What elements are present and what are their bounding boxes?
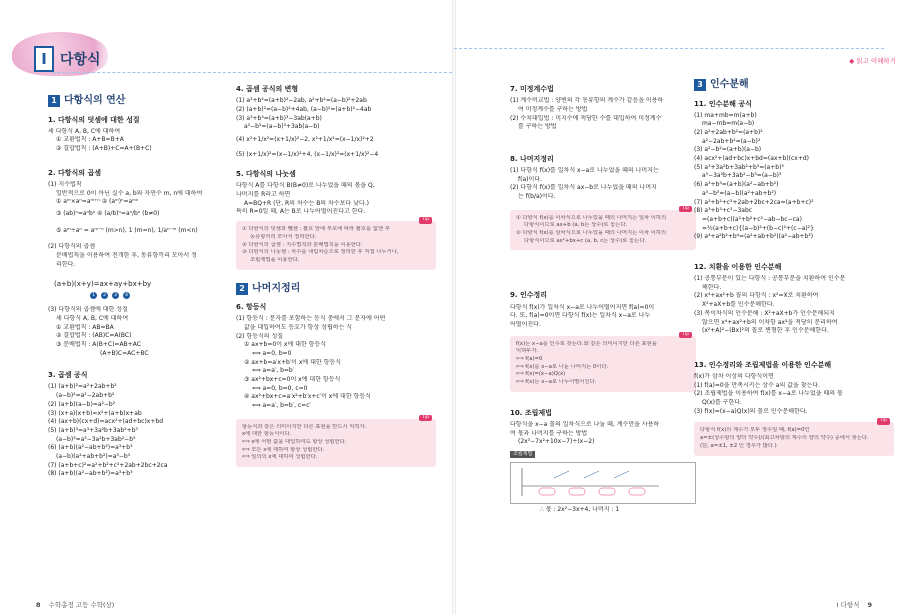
tip-line: ⟺ f(x)를 x−a로 나눈 나머지는 0이다. [516, 363, 609, 370]
text-line: 해한다. [702, 283, 722, 291]
text-line: ⟺ a=a′, b=b′ [252, 367, 295, 375]
subsection-title: 11. 인수분해 공식 [694, 99, 752, 108]
section-heading [694, 78, 894, 93]
text-line: ⑤ aᵐ÷aⁿ = aᵐ⁻ⁿ (m>n), 1 (m=n), 1/aⁿ⁻ᵐ (m<n) [56, 226, 198, 234]
text-line: ② ax+b=a′x+b′이 x에 대한 항등식 [244, 358, 342, 366]
column-2 [236, 78, 436, 471]
reading-tag: ◆ 읽고 이해하기 [849, 57, 896, 65]
tip-line: a=±(상수항의 양의 약수)/(최고차항의 계수의 양의 약수) 중에서 찾는다. [700, 435, 869, 442]
synthetic-division-graphic [514, 466, 664, 500]
page-number: 9 [867, 600, 872, 609]
column-1 [48, 94, 226, 479]
section-number: 2 [236, 283, 248, 295]
text-line: ② 결합법칙 : (A+B)+C=A+(B+C) [56, 145, 152, 153]
text-line: 세 다항식 A, B, C에 대하여 [48, 127, 121, 135]
text-line: a³−b³=(a−b)³+3ab(a−b) [244, 123, 320, 131]
subsection-title: 12. 치환을 이용한 인수분해 [694, 262, 782, 271]
text-line: (1) 항등식 : 문자를 포함하는 등식 중에서 그 문자에 어떤 [236, 315, 386, 323]
tip-line: 익혀두자. [516, 348, 539, 355]
marker-1: 1 [90, 292, 97, 299]
text-line: f(a)이다. [518, 175, 542, 183]
text-line: X²+aX+b를 인수분해한다. [702, 301, 775, 309]
text-line: Q(x)를 구한다. [702, 399, 742, 407]
text-line: (1) 지수법칙 [48, 180, 82, 188]
subsection-title: 5. 다항식의 나눗셈 [236, 170, 296, 179]
column-3 [510, 78, 696, 514]
text-line: (2) 다항식 f(x)를 일차식 ax−b로 나누었을 때의 나머지 [510, 184, 657, 192]
text-line: (a−b)(a²+ab+b²)=a³−b³ [56, 452, 131, 460]
tip-line: 항등식과 같은 의미이지만 다른 표현을 반드시 익히자. [242, 423, 367, 430]
text-line: (3) 다항식의 곱셈에 대한 성질 [48, 306, 128, 314]
subsection-title: 8. 나머지정리 [510, 154, 554, 163]
marker-4: 4 [123, 292, 130, 299]
text-line: ③ (ab)ⁿ=aⁿbⁿ ④ (a/b)ⁿ=aⁿ/bⁿ (b≠0) [56, 209, 160, 217]
text-line: 일반적으로 0이 아닌 실수 a, b와 자연수 m, n에 대하여 [56, 189, 203, 197]
text-line: ① 교환법칙 : AB=BA [56, 323, 114, 331]
text-line: =(a+b+c)(a²+b²+c²−ab−bc−ca) [702, 215, 802, 223]
tip-line: ① 다항식 f(x)를 이차식으로 나누었을 때의 나머지는 일차 이하의 [516, 214, 667, 221]
text-line: (5) (x+1/x)²=(x−1/x)²+4, (x−1/x)²=(x+1/x)²−4 [236, 150, 379, 158]
text-line: (A+B)C=AC+BC [100, 349, 149, 357]
text-line: 리한다. [56, 260, 76, 268]
header-rule [52, 72, 452, 73]
text-line: (3) 복이차식의 인수분해 : X²+aX+b가 인수분해되지 [694, 309, 835, 317]
text-line: (a−b)²=a²−2ab+b² [56, 392, 115, 400]
tip-box [510, 205, 696, 251]
text-line: 않으면 x⁴+ax²+b의 이차항 ax²을 적당히 분리하여 [702, 318, 838, 326]
text-line: a³−b³=(a−b)(a²+ab+b²) [702, 189, 777, 197]
term-markers [48, 291, 226, 300]
text-line: (3) (x+a)(x+b)=x²+(a+b)x+ab [48, 409, 142, 417]
marker-3: 3 [112, 292, 119, 299]
tip-line: ② 다항식 f(x)를 삼차식으로 나누었을 때의 나머지는 이차 이하의 [516, 230, 667, 237]
section-title: 나머지정리 [252, 282, 301, 294]
text-line: 다항식을 x−a 꼴의 일차식으로 나눌 때, 계수만을 사용하 [510, 420, 660, 428]
text-line: ③ 분배법칙 : A(B+C)=AB+AC [56, 340, 141, 348]
text-line: (2) (a+b)²=(a−b)²+4ab, (a−b)²=(a+b)²−4ab [236, 105, 372, 113]
text-line: ⟺ a=a′, b=b′, c=c′ [252, 402, 311, 410]
tip-line: ⟺ f(x)는 x−a로 나누어떨어진다. [516, 379, 597, 386]
text-line: ② 결합법칙 : (AB)C=A(BC) [56, 332, 132, 340]
text-line: ③ ax²+bx+c=0이 x에 대한 항등식 [244, 375, 341, 383]
tip-line: ⟺ 모든 x에 대하여 항상 성립한다. [242, 446, 325, 453]
subsection-title: 2. 다항식의 곱셈 [48, 168, 101, 177]
chapter-label: I 다항식 [836, 600, 860, 609]
text-line: a³−3a²b+3ab²−b³=(a−b)³ [702, 172, 782, 180]
text-line: f(x)가 삼차 이상의 다항식이면 [694, 373, 774, 381]
text-line: (3) a³+b³=(a+b)³−3ab(a+b) [236, 114, 322, 122]
text-line: (8) a³+b³+c³−3abc [694, 207, 753, 215]
text-line: (7) a²+b²+c²+2ab+2bc+2ca=(a+b+c)² [694, 198, 814, 206]
text-line: (9) a⁴+a²b²+b⁴=(a²+ab+b²)(a²−ab+b²) [694, 233, 814, 241]
text-line: (1) f(a)=0을 만족시키는 상수 a의 값을 찾는다. [694, 381, 820, 389]
text-line: (2) x⁴+ax²+b 꼴의 다항식 : x²=X로 치환하여 [694, 292, 819, 300]
text-line: (6) a³+b³=(a+b)(a²−ab+b²) [694, 181, 779, 189]
marker-2: 2 [101, 292, 108, 299]
synthetic-division-diagram [510, 462, 696, 504]
text-line: (6) (a+b)(a²−ab+b²)=a³+b³ [48, 444, 133, 452]
right-footer [837, 601, 872, 610]
tip-line: x에 대한 항등식이다. [242, 431, 292, 438]
text-line: 는 f(b/a)이다. [518, 193, 556, 201]
text-line: (2) (a+b)(a−b)=a²−b² [48, 400, 116, 408]
tip-line: ⟺ f(x)=(x−a)Q(x) [516, 371, 566, 378]
text-line: =½(a+b+c){(a−b)²+(b−c)²+(c−a)²} [702, 224, 814, 232]
chapter-number: I [34, 46, 54, 72]
text-line: (x²+A)²−(Bx)²의 꼴로 변형한 후 인수분해한다. [702, 327, 829, 335]
tip-tag: Tip [679, 332, 692, 339]
page-number: 8 [36, 600, 41, 609]
book-title: 수학총정 고등 수학(상) [48, 600, 115, 609]
chapter-title: 다항식 [60, 52, 101, 68]
tip-line: 다항식 f(x)의 계수가 모두 정수일 때, f(a)=0인 [700, 427, 810, 434]
text-line: 값을 대입하여도 등호가 항상 성립하는 식 [244, 323, 353, 331]
text-line: (4) acx²+(ad+bc)x+bd=(ax+b)(cx+d) [694, 155, 810, 163]
text-line: (1) a²+b²=(a+b)²−2ab, a²+b²=(a−b)²+2ab [236, 97, 367, 105]
text-line: ① 교환법칙 : A+B=B+A [56, 136, 124, 144]
section-number: 1 [48, 95, 60, 107]
tip-line: f(x)는 x−a를 인수로 갖는다.와 같은 의미이지만 다른 표현을 [516, 340, 657, 347]
section-title: 인수분해 [710, 79, 749, 90]
text-line: 다항식 f(x)가 일차식 x−a로 나누어떨어지면 f(a)=0이 [510, 303, 655, 311]
text-line: (7) (a+b+c)²=a²+b²+c²+2ab+2bc+2ca [48, 461, 168, 469]
text-line: 세 다항식 A, B, C에 대하여 [56, 314, 129, 322]
text-line: (1) ma+mb=m(a+b) [694, 111, 757, 119]
text-line: 특히 R=0일 때, A는 B로 나누어떨어진다고 한다. [236, 208, 366, 216]
text-line: 다. 또, f(a)=0이면 다항식 f(x)는 일차식 x−a로 나누 [510, 312, 651, 320]
text-line: (2) a²+2ab+b²=(a+b)² [694, 129, 763, 137]
text-line: 다항식 A를 다항식 B(B≠0)로 나누었을 때의 몫을 Q, [236, 182, 375, 190]
text-line: a²−2ab+b²=(a−b)² [702, 137, 761, 145]
section-title: 다항식의 연산 [64, 95, 126, 106]
text-line: ① aᵐ×aⁿ=aᵐ⁺ⁿ ② (aᵐ)ⁿ=aᵐⁿ [56, 198, 139, 206]
text-line: 어떨어진다. [510, 320, 541, 328]
subsection-title: 4. 곱셈 공식의 변형 [236, 85, 299, 93]
tip-line: ② 다항식의 곱셈 : 지수법칙과 분배법칙을 이용한다. [242, 241, 363, 248]
tip-line: ⟺ 임의의 x에 대하여 성립한다. [242, 454, 318, 461]
text-line: 나머지를 R라고 하면 [236, 191, 291, 199]
text-line: ⟺ a=0, b=0, c=0 [252, 384, 308, 392]
text-line: (4) x²+1/x²=(x+1/x)²−2, x²+1/x²=(x−1/x)²+2 [236, 135, 374, 143]
subsection-title: 3. 곱셈 공식 [48, 371, 88, 380]
text-line: ④ ax²+bx+c=a′x²+b′x+c′이 x에 대한 항등식 [244, 393, 371, 401]
header-rule [454, 48, 884, 49]
subsection-title: 13. 인수정리와 조립제법을 이용한 인수분해 [694, 360, 832, 369]
section-heading [48, 94, 226, 109]
section-heading [236, 282, 436, 297]
tip-line: ⟺ x에 어떤 값을 대입하여도 항상 성립한다. [242, 439, 347, 446]
tip-box [510, 331, 696, 392]
left-footer [36, 601, 114, 610]
text-line: 분배법칙을 이용하여 전개한 후, 동류항끼리 모아서 정 [56, 251, 197, 259]
tip-line: (단, a=±1, ±2 인 경우가 많다.) [700, 442, 777, 449]
text-line: (1) 다항식 f(x)를 일차식 x−a로 나누었을 때의 나머지는 [510, 167, 659, 175]
tip-line: ① 다항식의 덧셈과 뺄셈 : 괄호 앞에 부호에 따라 괄호를 없앤 후 [242, 226, 390, 233]
column-4 [694, 78, 894, 460]
text-line: (2) 조립제법을 이용하여 f(x)를 x−a로 나누었을 때의 몫 [694, 390, 843, 398]
text-line: (3) f(x)=(x−a)Q(x)의 꼴로 인수분해한다. [694, 407, 808, 415]
text-line: 여 미정계수를 구하는 방법 [518, 105, 588, 113]
text-line: (1) (a+b)²=a²+2ab+b² [48, 383, 117, 391]
text-line: 여 몫과 나머지를 구하는 방법 [510, 429, 588, 437]
text-line: (5) a³+3a²b+3ab²+b³=(a+b)³ [694, 163, 784, 171]
tip-tag: Tip [679, 206, 692, 213]
text-line: (1) 계수비교법 : 양변의 각 동류항의 계수가 같음을 이용하 [510, 97, 664, 105]
tip-line: 다항식이므로 ax+b (a, b는 상수)로 놓는다. [524, 222, 628, 229]
tip-line: 다항식이므로 ax²+bx+c (a, b, c는 상수)로 놓는다. [524, 237, 647, 244]
text-line: (3) a²−b²=(a+b)(a−b) [694, 146, 762, 154]
subsection-title: 10. 조립제법 [510, 408, 552, 417]
tip-line: 동류항끼리 모아서 정리한다. [250, 233, 317, 240]
right-page [454, 0, 908, 614]
synthetic-division-result: ∴ 몫 : 2x²−3x+4, 나머지 : 1 [540, 505, 620, 513]
text-line: (2x³−7x²+10x−7)÷(x−2) [518, 438, 595, 446]
text-line: ① ax+b=0이 x에 대한 항등식 [244, 341, 327, 349]
text-line: (8) (a+b)(a²−ab+b²)=a³+b³ [48, 470, 133, 478]
text-line: (2) 수치대입법 : 미지수에 적당한 수를 대입하여 미정계수 [510, 114, 662, 122]
distribution-formula: (a+b)(x+y)=ax+ay+bx+by [54, 280, 152, 289]
tip-line: ⟺ f(a)=0 [516, 356, 543, 363]
text-line: ma−mb=m(a−b) [702, 120, 755, 128]
tip-box [236, 217, 436, 269]
text-line: ⟺ a=0, b=0 [252, 349, 292, 357]
text-line: (1) 공통부분이 있는 다항식 : 공통부분을 치환하여 인수분 [694, 275, 846, 283]
text-line: (4) (ax+b)(cx+d)=acx²+(ad+bc)x+bd [48, 418, 164, 426]
subsection-title: 1. 다항식의 덧셈에 대한 성질 [48, 115, 140, 124]
tip-tag: Tip [419, 415, 432, 422]
tip-line: 조립제법을 이용한다. [250, 256, 300, 263]
section-number: 3 [694, 79, 706, 91]
text-line: (2) 다항식의 곱셈 [48, 243, 96, 251]
tip-box [236, 414, 436, 467]
subsection-title: 7. 미정계수법 [510, 85, 554, 93]
text-line: (5) (a+b)³=a³+3a²b+3ab²+b³ [48, 426, 138, 434]
tip-line: ③ 다항식의 나눗셈 : 차수를 내림차순으로 정리한 후 직접 나누거나, [242, 249, 399, 256]
text-line: (a−b)³=a³−3a²b+3ab²−b³ [56, 435, 136, 443]
text-line: 를 구하는 방법 [518, 123, 557, 131]
tip-tag: Tip [877, 418, 890, 425]
tip-box [694, 418, 894, 455]
chapter-header [12, 32, 452, 76]
subsection-title: 6. 항등식 [236, 303, 267, 312]
synthetic-division-label: 조립제법 [510, 451, 535, 458]
text-line: (2) 항등식의 성질 [236, 332, 284, 340]
subsection-title: 9. 인수정리 [510, 291, 548, 300]
text-line: A=BQ+R (단, R의 차수는 B의 차수보다 낮다.) [244, 199, 369, 207]
tip-tag: Tip [419, 217, 432, 224]
